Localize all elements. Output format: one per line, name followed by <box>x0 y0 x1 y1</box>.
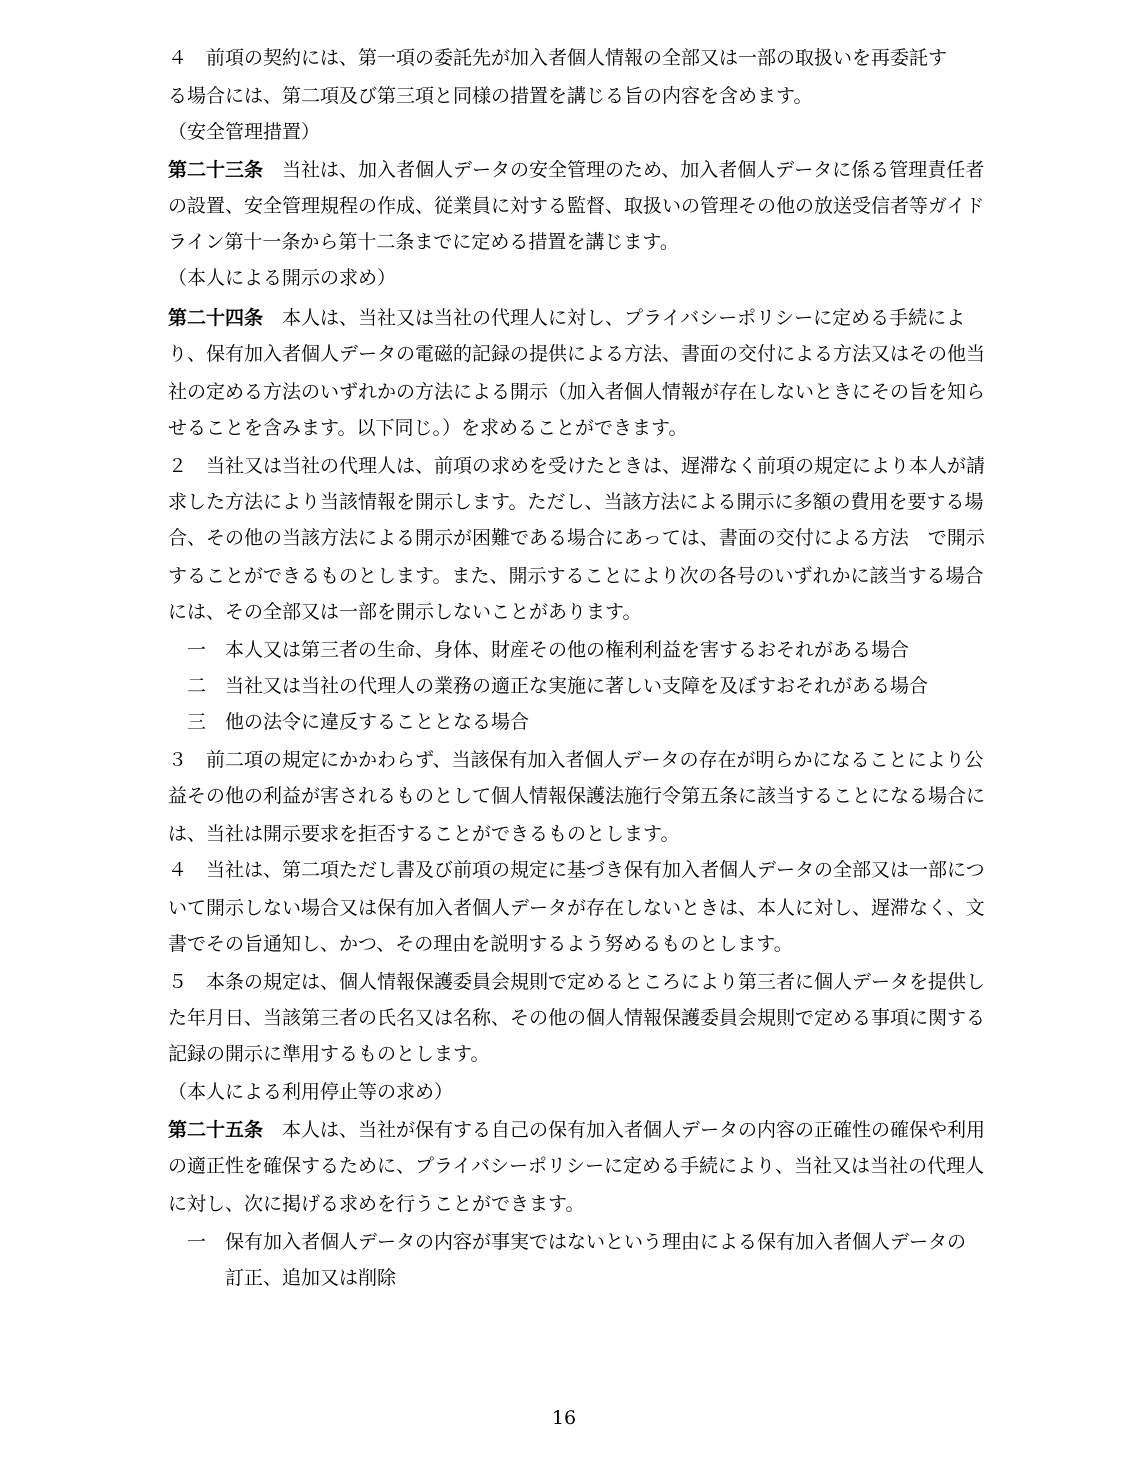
line-text: ２ 当社又は当社の代理人は、前項の求めを受けたときは、遅滞なく前項の規定により本人が請 <box>168 455 986 477</box>
text-line <box>168 84 812 108</box>
section-caption <box>168 1080 453 1104</box>
line-text: 本人は、当社が保有する自己の保有加入者個人データの内容の正確性の確保や利用 <box>263 1119 986 1141</box>
text-line <box>168 380 985 404</box>
line-text: ５ 本条の規定は、個人情報保護委員会規則で定めるところにより第三者に個人データを提供し <box>168 971 986 993</box>
list-item <box>168 638 909 662</box>
article-heading: 第二十三条 <box>168 159 264 181</box>
article-heading: 第二十四条 <box>168 307 264 329</box>
text-line <box>168 748 983 772</box>
list-item <box>168 1266 396 1290</box>
line-text: た年月日、当該第三者の氏名又は名称、その他の個人情報保護委員会規則で定める事項に関する <box>168 1007 986 1029</box>
text-line <box>168 490 983 514</box>
list-item <box>168 710 529 734</box>
line-text: （本人による利用停止等の求め） <box>168 1081 454 1103</box>
line-text: ４ 当社は、第二項ただし書及び前項の規定に基づき保有加入者個人データの全部又は一部につ <box>168 859 985 881</box>
text-line <box>168 1154 984 1178</box>
line-text: （安全管理措置） <box>168 121 321 143</box>
line-text: 二 当社又は当社の代理人の業務の適正な実施に著しい支障を及ぼすおそれがある場合 <box>168 675 929 697</box>
text-line <box>168 194 984 218</box>
article-line <box>168 1118 985 1142</box>
text-line <box>168 970 985 994</box>
text-line <box>168 822 679 846</box>
line-text: ３ 前二項の規定にかかわらず、当該保有加入者個人データの存在が明らかになることにより公 <box>168 749 984 771</box>
line-text: ４ 前項の契約には、第一項の委託先が加入者個人情報の全部又は一部の取扱いを再委託す <box>168 47 948 69</box>
line-text: 求した方法により当該情報を開示します。ただし、当該方法による開示に多額の費用を要する場 <box>168 491 984 513</box>
line-text: いて開示しない場合又は保有加入者個人データが存在しないときは、本人に対し、遅滞なく、文 <box>168 897 985 919</box>
line-text: 書でその旨通知し、かつ、その理由を説明するよう努めるものとします。 <box>168 933 793 955</box>
list-item <box>168 1230 966 1254</box>
page-number: 16 <box>551 1407 577 1429</box>
line-text: ライン第十一条から第十二条までに定める措置を講じます。 <box>168 231 679 253</box>
line-text: 記録の開示に準用するものとします。 <box>168 1043 490 1065</box>
list-item <box>168 674 928 698</box>
text-line <box>168 784 985 808</box>
text-line <box>168 564 983 588</box>
line-text: することができるものとします。また、開示することにより次の各号のいずれかに該当する場合 <box>168 565 984 587</box>
line-text: の設置、安全管理規程の作成、従業員に対する監督、取扱いの管理その他の放送受信者等ガイド <box>168 195 985 217</box>
article-line <box>168 306 965 330</box>
line-text: る場合には、第二項及び第三項と同様の措置を講じる旨の内容を含めます。 <box>168 85 813 107</box>
text-line <box>168 600 641 624</box>
text-line <box>168 1192 584 1216</box>
line-text: 益その他の利益が害されるものとして個人情報保護法施行令第五条に該当することになる場合に <box>168 785 986 807</box>
line-text: には、その全部又は一部を開示しないことがあります。 <box>168 601 642 623</box>
line-text: 合、その他の当該方法による開示が困難である場合にあっては、書面の交付による方法 で開示 <box>168 527 985 549</box>
text-line <box>168 932 793 956</box>
line-text: 訂正、追加又は削除 <box>168 1267 397 1289</box>
line-text: 社の定める方法のいずれかの方法による開示（加入者個人情報が存在しないときにその旨を知ら <box>168 381 986 403</box>
line-text: 一 保有加入者個人データの内容が事実ではないという理由による保有加入者個人データの <box>168 1231 967 1253</box>
text-line <box>168 1042 489 1066</box>
section-caption <box>168 120 320 144</box>
text-line <box>168 896 985 920</box>
line-text: 本人は、当社又は当社の代理人に対し、プライバシーポリシーに定める手続によ <box>263 307 966 329</box>
article-line <box>168 158 984 182</box>
text-line <box>168 858 985 882</box>
section-caption <box>168 266 396 290</box>
line-text: り、保有加入者個人データの電磁的記録の提供による方法、書面の交付による方法又はその他当 <box>168 343 986 365</box>
text-line <box>168 230 679 254</box>
line-text: せることを含みます。以下同じ。）を求めることができます。 <box>168 417 688 439</box>
line-text: は、当社は開示要求を拒否することができるものとします。 <box>168 823 680 845</box>
line-text: の適正性を確保するために、プライバシーポリシーに定める手続により、当社又は当社の代理人 <box>168 1155 985 1177</box>
line-text: （本人による開示の求め） <box>168 267 397 289</box>
line-text: 当社は、加入者個人データの安全管理のため、加入者個人データに係る管理責任者 <box>263 159 985 181</box>
line-text: 一 本人又は第三者の生命、身体、財産その他の権利利益を害するおそれがある場合 <box>168 639 910 661</box>
text-line <box>168 46 947 70</box>
article-heading: 第二十五条 <box>168 1119 264 1141</box>
text-line <box>168 342 985 366</box>
text-line <box>168 526 985 550</box>
line-text: に対し、次に掲げる求めを行うことができます。 <box>168 1193 585 1215</box>
text-line <box>168 454 985 478</box>
text-line <box>168 416 687 440</box>
line-text: 三 他の法令に違反することとなる場合 <box>168 711 530 733</box>
text-line <box>168 1006 985 1030</box>
